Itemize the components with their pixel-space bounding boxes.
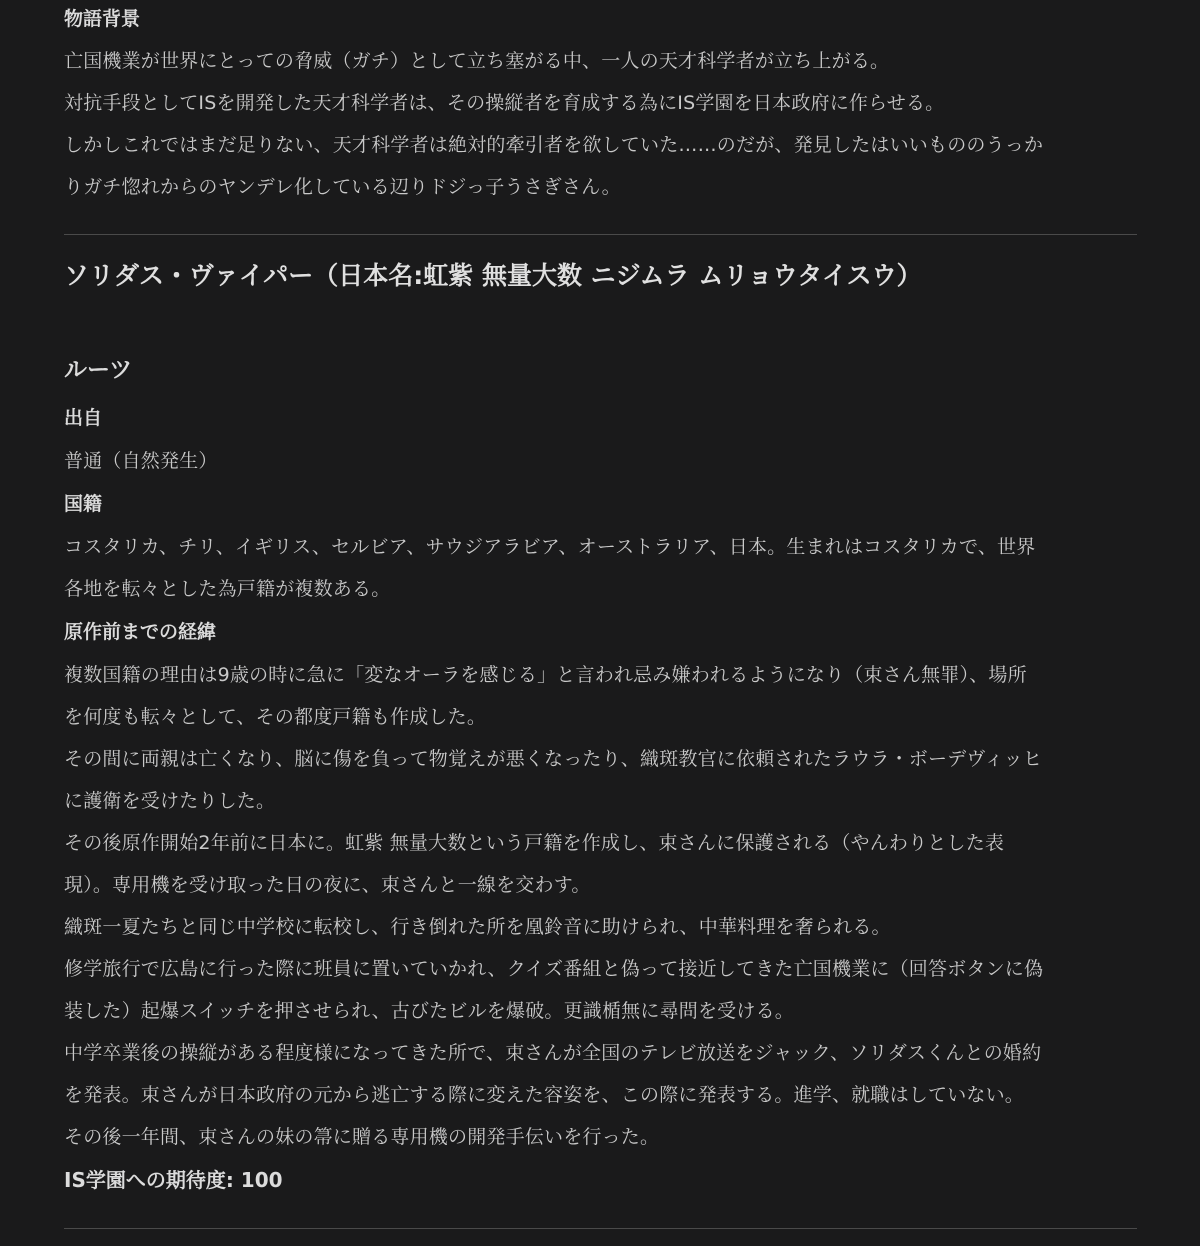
- story-paragraph: りガチ惚れからのヤンデレ化している辺りドジっ子うさぎさん。: [64, 176, 621, 198]
- history-line: を何度も転々として、その都度戸籍も作成した。: [64, 706, 487, 728]
- nationality-line: 各地を転々とした為戸籍が複数ある。: [64, 578, 391, 600]
- history-line: 修学旅行で広島に行った際に班員に置いていかれ、クイズ番組と偽って接近してきた亡国機業に（回答ボタンに偽: [64, 958, 1044, 980]
- history-line: その間に両親は亡くなり、脳に傷を負って物覚えが悪くなったり、織斑教官に依頼されたラウラ・ボーデヴィッヒ: [64, 748, 1043, 770]
- nationality-line: コスタリカ、チリ、イギリス、セルビア、サウジアラビア、オーストラリア、日本。生まれはコスタリカで、世界: [64, 536, 1036, 558]
- origin-label: 出自: [64, 407, 103, 429]
- story-paragraph: しかしこれではまだ足りない、天才科学者は絶対的牽引者を欲していた……のだが、発見したはいいもののうっか: [64, 134, 1044, 156]
- history-label: 原作前までの経緯: [64, 621, 217, 643]
- section-divider: [64, 234, 1137, 235]
- history-line: に護衛を受けたりした。: [64, 790, 276, 812]
- history-line: 複数国籍の理由は9歳の時に急に「変なオーラを感じる」と言われ忌み嫌われるようになり（束さん無罪）、場所: [64, 664, 1027, 686]
- roots-title: ルーツ: [64, 357, 133, 383]
- section-divider: [64, 1228, 1137, 1229]
- nationality-label: 国籍: [64, 493, 103, 515]
- history-line: その後原作開始2年前に日本に。虹紫 無量大数という戸籍を作成し、束さんに保護される（やんわりとした表: [64, 832, 1005, 854]
- history-line: 織斑一夏たちと同じ中学校に転校し、行き倒れた所を凰鈴音に助けられ、中華料理を奢られる。: [64, 916, 891, 938]
- history-line: 装した）起爆スイッチを押させられ、古びたビルを爆破。更識楯無に尋問を受ける。: [64, 1000, 794, 1022]
- expectation-label: IS学園への期待度: 100: [64, 1168, 283, 1192]
- history-line: を発表。束さんが日本政府の元から逃亡する際に変えた容姿を、この際に発表する。進学、就職はしていない。: [64, 1084, 1025, 1106]
- story-paragraph: 対抗手段としてISを開発した天才科学者は、その操縦者を育成する為にIS学園を日本政府に作らせる。: [64, 92, 945, 114]
- story-heading: 物語背景: [64, 8, 141, 30]
- history-line: 中学卒業後の操縦がある程度様になってきた所で、束さんが全国のテレビ放送をジャック、ソリダスくんとの婚約: [64, 1042, 1042, 1064]
- character-name: ソリダス・ヴァイパー（日本名:虹紫 無量大数 ニジムラ ムリョウタイスウ）: [64, 261, 922, 290]
- story-paragraph: 亡国機業が世界にとっての脅威（ガチ）として立ち塞がる中、一人の天才科学者が立ち上がる。: [64, 50, 890, 72]
- origin-value: 普通（自然発生）: [64, 450, 218, 472]
- history-line: その後一年間、束さんの妹の箒に贈る専用機の開発手伝いを行った。: [64, 1126, 660, 1148]
- history-line: 現）。専用機を受け取った日の夜に、束さんと一線を交わす。: [64, 874, 591, 896]
